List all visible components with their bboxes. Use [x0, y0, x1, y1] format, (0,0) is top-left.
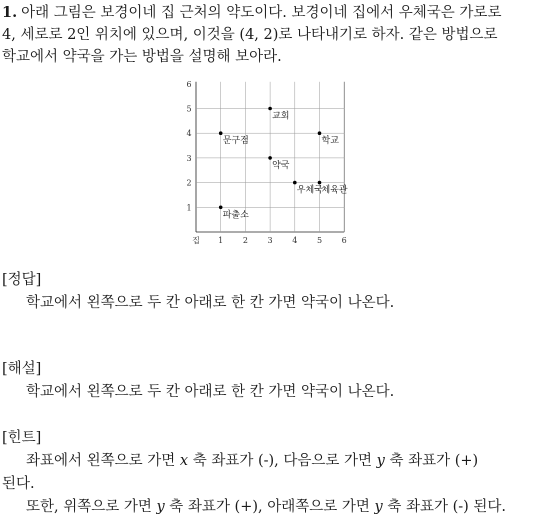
hint-var-y2: y	[374, 499, 383, 515]
map-point-label-4: 우체국	[296, 185, 323, 196]
problem-line-2: 4, 세로로 2인 위치에 있으며, 이것을 (4, 2)로 나타내기로 하자. 같은 방법으로	[2, 27, 498, 43]
map-point-label-3: 약국	[272, 160, 290, 171]
hint-text-1b: 축 좌표가 (-), 다음으로 가면	[188, 453, 377, 469]
y-tick-label-4: 4	[186, 129, 192, 139]
answer-section	[2, 269, 532, 315]
hint-text-1a: 좌표에서 왼쪽으로 가면	[26, 453, 180, 469]
hint-text-3c: 축 좌표가 (-) 된다.	[382, 499, 507, 515]
x-tick-label-5: 5	[316, 236, 323, 245]
explanation-tag: [해설]	[2, 361, 42, 377]
hint-text-3a: 또한, 위쪽으로 가면	[26, 499, 157, 515]
hint-var-y: y	[376, 453, 385, 469]
hint-var-y1: y	[156, 499, 165, 515]
y-tick-label-2: 2	[186, 178, 192, 188]
problem-number: 1.	[2, 4, 18, 21]
map-figure	[178, 78, 358, 246]
hint-text-3b: 축 좌표가 (+), 아래쪽으로 가면	[164, 499, 375, 515]
problem-line-1	[2, 2, 532, 24]
hint-line-2: 된다.	[2, 476, 35, 492]
y-tick-label-1: 1	[186, 203, 192, 213]
x-tick-label-0: 집	[192, 236, 200, 245]
problem-line-3: 학교에서 약국을 가는 방법을 설명해 보아라.	[2, 49, 282, 65]
y-tick-label-5: 5	[186, 104, 192, 114]
map-grid-chart	[178, 78, 358, 246]
x-tick-label-4: 4	[292, 236, 298, 245]
y-tick-label-3: 3	[186, 153, 192, 163]
answer-tag: [정답]	[2, 272, 42, 288]
x-tick-label-1: 1	[218, 236, 224, 245]
map-point-3	[268, 156, 272, 160]
x-tick-label-3: 3	[267, 236, 273, 245]
map-point-label-2: 학교	[321, 136, 339, 147]
problem-statement	[2, 2, 532, 68]
explanation-text: 학교에서 왼쪽으로 두 칸 아래로 한 칸 가면 약국이 나온다.	[26, 384, 395, 400]
map-point-label-1: 문구점	[222, 136, 249, 147]
map-point-4	[293, 181, 297, 185]
hint-line-1	[2, 450, 532, 473]
map-point-5	[318, 181, 322, 185]
x-tick-label-2: 2	[242, 236, 248, 245]
hint-var-x: x	[179, 453, 189, 469]
map-point-2	[318, 131, 322, 135]
hint-text-1c: 축 좌표가 (+)	[384, 453, 479, 469]
map-point-label-6: 파출소	[222, 210, 249, 221]
map-point-0	[268, 107, 272, 111]
x-tick-label-6: 6	[341, 236, 347, 245]
explanation-section	[2, 358, 532, 404]
hint-line-3	[2, 496, 532, 519]
y-tick-label-6: 6	[186, 79, 192, 89]
hint-tag: [힌트]	[2, 430, 42, 446]
problem-text-1: 아래 그림은 보경이네 집 근처의 약도이다. 보경이네 집에서 우체국은 가로로	[21, 5, 502, 21]
map-point-6	[219, 206, 223, 210]
hint-section	[2, 427, 532, 519]
map-point-label-0: 교회	[272, 111, 290, 122]
map-point-label-5: 체육관	[321, 185, 348, 196]
map-point-1	[219, 131, 223, 135]
answer-text: 학교에서 왼쪽으로 두 칸 아래로 한 칸 가면 약국이 나온다.	[26, 295, 395, 311]
